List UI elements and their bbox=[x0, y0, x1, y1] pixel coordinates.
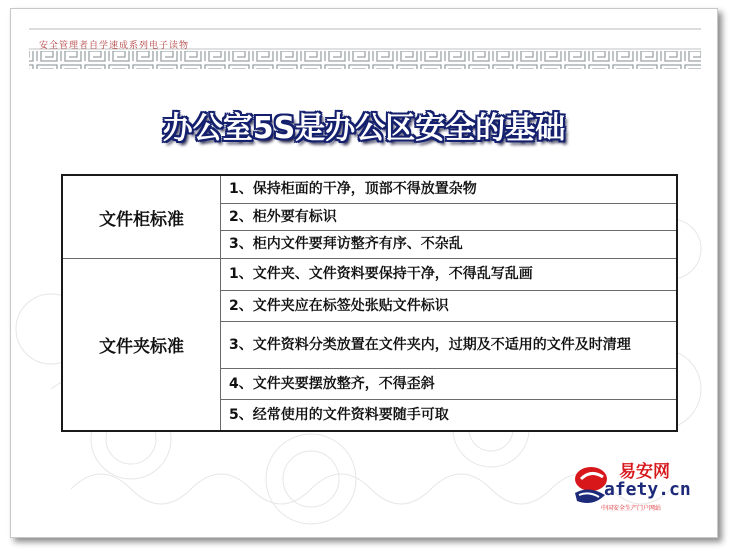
logo-domain: afety.cn bbox=[604, 479, 691, 500]
logo-tagline: 中国安全生产门户网站 bbox=[601, 505, 662, 512]
table-section-file-cabinet bbox=[63, 176, 676, 259]
standards-table bbox=[61, 174, 678, 432]
table-row: 5、经常使用的文件资料要随手可取 bbox=[229, 406, 449, 423]
table-section-file-folder bbox=[63, 259, 676, 430]
table-row: 3、柜内文件要拜访整齐有序、不杂乱 bbox=[229, 236, 463, 252]
site-logo bbox=[571, 455, 701, 517]
table-row: 3、文件资料分类放置在文件夹内，过期及不适用的文件及时清理 bbox=[221, 322, 676, 369]
slide-title: 办公室5S是办公区安全的基础 bbox=[162, 111, 566, 146]
table-row: 1、保持柜面的干净，顶部不得放置杂物 bbox=[221, 176, 676, 204]
series-header-text: 安全管理者自学速成系列电子读物 bbox=[39, 41, 190, 51]
table-row: 2、柜外要有标识 bbox=[221, 204, 676, 231]
item-list bbox=[221, 176, 676, 258]
item-list bbox=[221, 259, 676, 430]
table-row: 1、文件夹、文件资料要保持干净，不得乱写乱画 bbox=[221, 259, 676, 291]
table-row: 2、文件夹应在标签处张贴文件标识 bbox=[221, 291, 676, 322]
table-row: 4、文件夹要摆放整齐，不得歪斜 bbox=[221, 369, 676, 400]
fret-border-band bbox=[29, 51, 701, 69]
category-label: 文件柜标准 bbox=[63, 176, 221, 258]
slide bbox=[10, 8, 718, 538]
logo-chinese-name: 易安网 bbox=[619, 462, 670, 482]
category-label: 文件夹标准 bbox=[63, 259, 221, 430]
